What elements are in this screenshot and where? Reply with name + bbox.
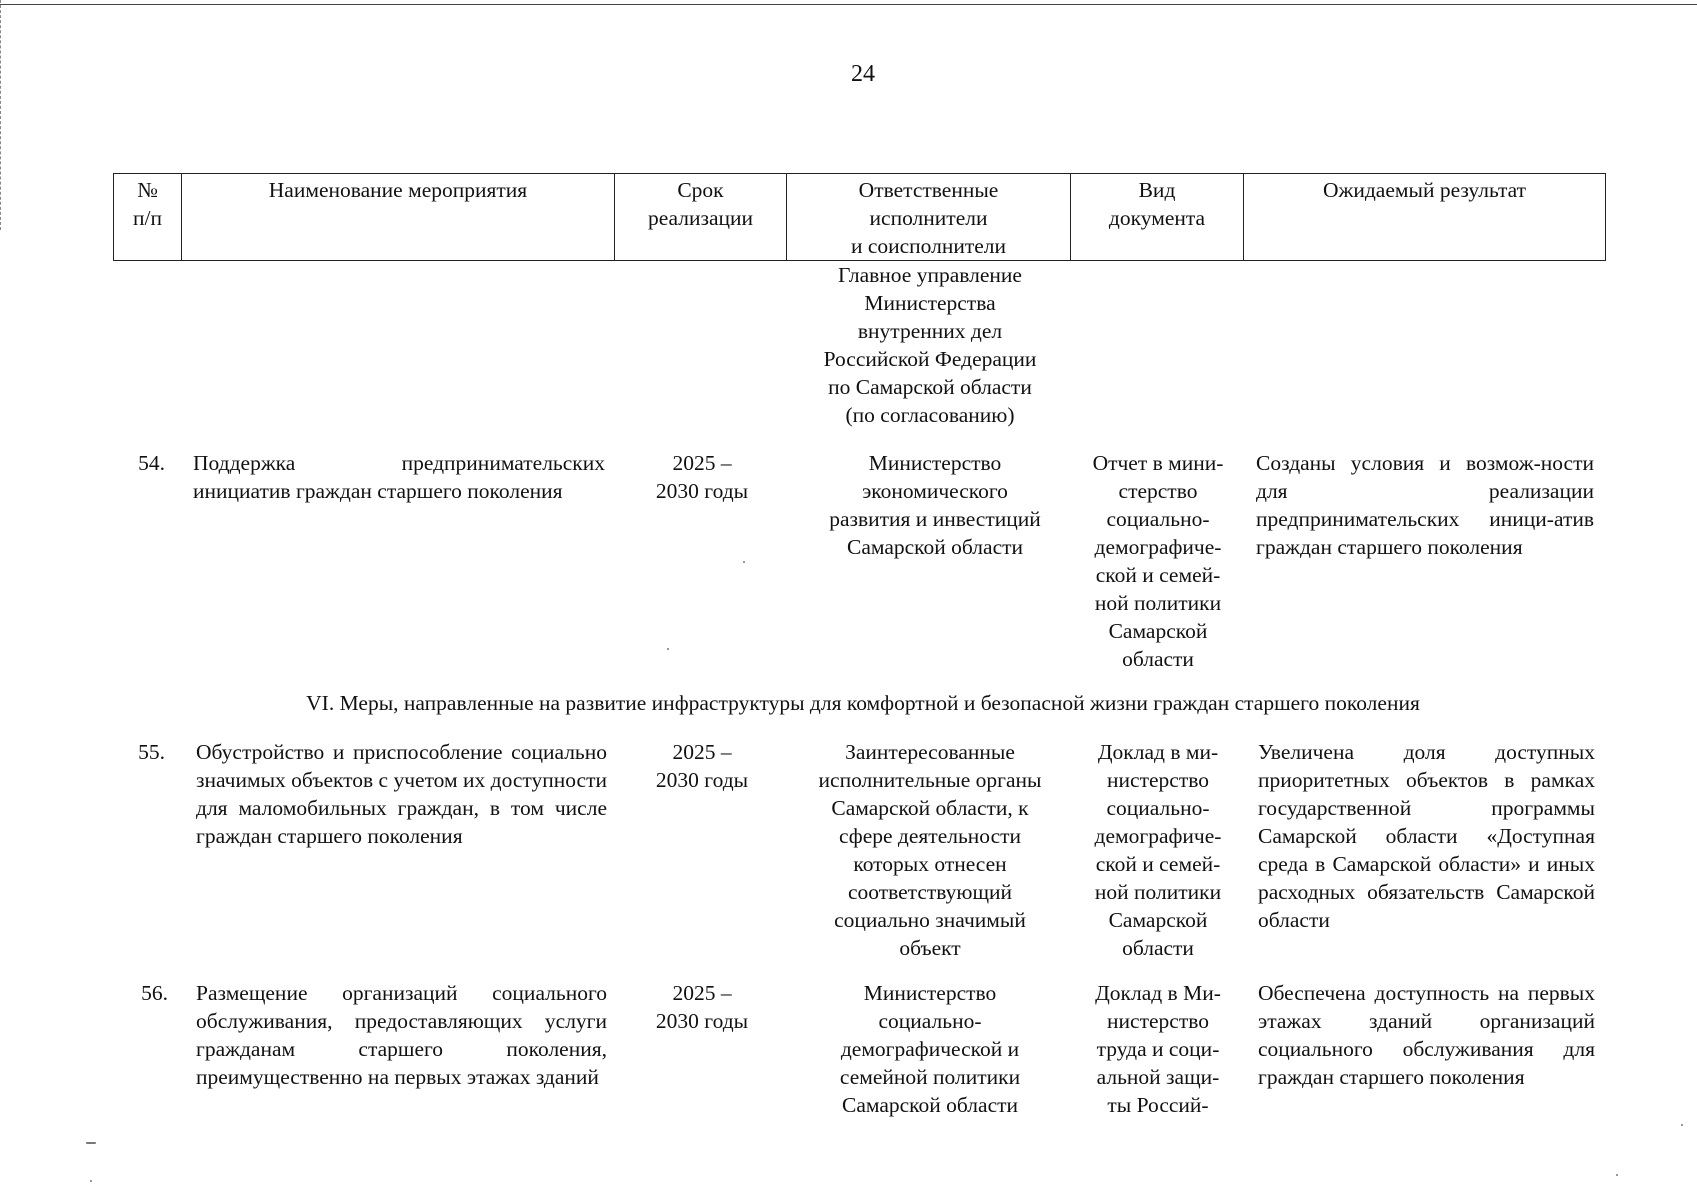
- row-term: 2025 – 2030 годы: [655, 740, 749, 792]
- row-term: 2025 – 2030 годы: [655, 981, 749, 1033]
- row-document-type: Доклад в ми- нистерство социально- демографиче- ской и семей- ной политики Самарской области: [1094, 740, 1222, 960]
- left-scan-edge: [0, 0, 3, 230]
- row-event-name: Размещение организаций социального обслуживания, предоставляющих услуги гражданам старшего поколения, преимущественно на первых этажах зданий: [196, 981, 607, 1089]
- header-responsible: Ответственные исполнители и соисполнители: [787, 174, 1071, 261]
- header-number: № п/п: [114, 174, 182, 261]
- row-responsible: Министерство социально- демографической и семейной политики Самарской области: [839, 981, 1021, 1117]
- header-expected-result: Ожидаемый результат: [1244, 174, 1606, 261]
- scan-speck: [667, 648, 669, 650]
- row-number: 55.: [138, 740, 165, 764]
- table-header-row: [114, 174, 1606, 261]
- scan-speck: [90, 1180, 92, 1182]
- row-number: 54.: [138, 451, 165, 475]
- row-number: 56.: [141, 981, 168, 1005]
- scan-speck: [743, 561, 745, 563]
- header-term: Срок реализации: [615, 174, 787, 261]
- scan-speck: [1681, 1124, 1683, 1126]
- row-event-name: Обустройство и приспособление социально значимых объектов с учетом их доступности для маломобильных граждан, в том числе граждан старшего поколения: [196, 740, 607, 848]
- continuation-responsible: Главное управление Министерства внутренних дел Российской Федерации по Самарской области (по согласованию): [823, 263, 1037, 427]
- top-scan-edge: [0, 4, 1697, 5]
- row-responsible: Заинтересованные исполнительные органы Самарской области, к сфере деятельности которых отнесен соответствующий социально значимый объект: [818, 740, 1042, 960]
- row-responsible: Министерство экономического развития и инвестиций Самарской области: [829, 451, 1041, 559]
- table-header: [113, 173, 1606, 261]
- row-expected-result: Обеспечена доступность на первых этажах зданий организаций социального обслуживания для граждан старшего поколения: [1258, 981, 1595, 1089]
- row-expected-result: Созданы условия и возмож-ности для реализации предпринимательских иници-атив граждан старшего поколения: [1256, 451, 1594, 559]
- header-event-name: Наименование мероприятия: [182, 174, 615, 261]
- row-term: 2025 – 2030 годы: [655, 451, 749, 503]
- row-expected-result: Увеличена доля доступных приоритетных объектов в рамках государственной программы Самарской области «Доступная среда в Самарской области» и иных расходных обязательств Самарской области: [1258, 740, 1595, 932]
- section-title: VI. Меры, направленные на развитие инфраструктуры для комфортной и безопасной жизни граждан старшего поколения: [306, 691, 1420, 715]
- page-number: 24: [851, 61, 875, 87]
- scan-speck: [1616, 1174, 1618, 1176]
- header-document-type: Вид документа: [1071, 174, 1244, 261]
- row-document-type: Отчет в мини- стерство социально- демографиче- ской и семей- ной политики Самарской области: [1092, 451, 1224, 671]
- scan-speck: [86, 1142, 96, 1144]
- row-document-type: Доклад в Ми- нистерство труда и соци- альной защи- ты Россий-: [1095, 981, 1221, 1117]
- row-event-name: Поддержка предпринимательских инициатив граждан старшего поколения: [193, 451, 605, 503]
